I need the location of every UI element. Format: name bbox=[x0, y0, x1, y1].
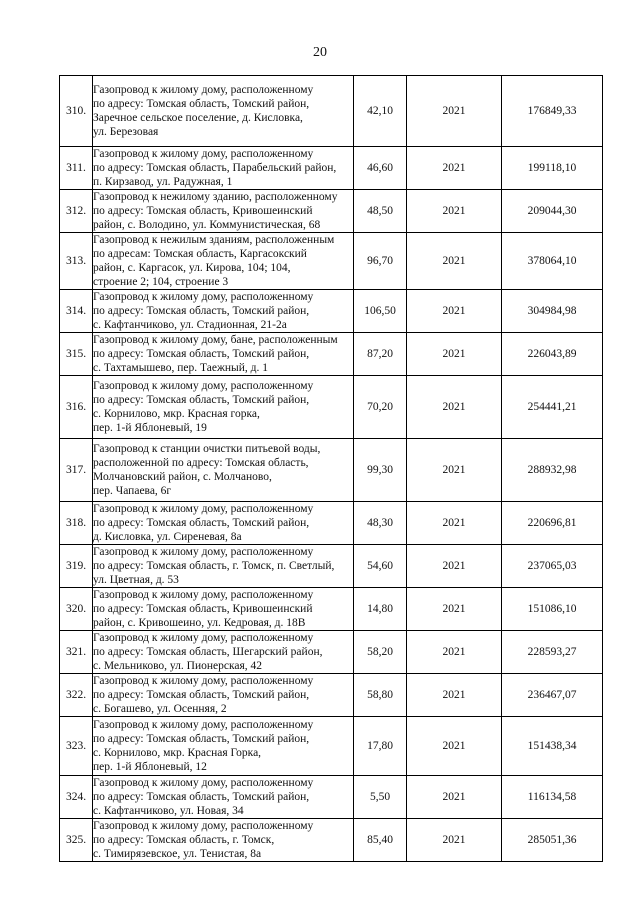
length-cell: 99,30 bbox=[354, 439, 407, 502]
year-cell: 2021 bbox=[407, 76, 502, 147]
cost-cell: 304984,98 bbox=[502, 290, 603, 333]
year-cell: 2021 bbox=[407, 776, 502, 819]
cost-cell: 151086,10 bbox=[502, 588, 603, 631]
table-row bbox=[60, 147, 603, 190]
object-description-cell: Газопровод к жилому дому, бане, расположенным по адресу: Томская область, Томский район, с. Тахтамышево, пер. Таежный, д. 1 bbox=[93, 333, 354, 376]
object-description-cell: Газопровод к нежилому зданию, расположенному по адресу: Томская область, Кривошеинский район, с. Володино, ул. Коммунистическая, 68 bbox=[93, 190, 354, 233]
length-cell: 96,70 bbox=[354, 233, 407, 290]
year-cell: 2021 bbox=[407, 190, 502, 233]
table-row bbox=[60, 631, 603, 674]
row-number-cell: 315. bbox=[60, 333, 93, 376]
cost-cell: 285051,36 bbox=[502, 819, 603, 862]
object-description-cell: Газопровод к жилому дому, расположенному по адресу: Томская область, г. Томск, п. Светлый, ул. Цветная, д. 53 bbox=[93, 545, 354, 588]
cost-cell: 378064,10 bbox=[502, 233, 603, 290]
table-row bbox=[60, 674, 603, 717]
cost-cell: 237065,03 bbox=[502, 545, 603, 588]
row-number-cell: 312. bbox=[60, 190, 93, 233]
length-cell: 85,40 bbox=[354, 819, 407, 862]
length-cell: 106,50 bbox=[354, 290, 407, 333]
length-cell: 87,20 bbox=[354, 333, 407, 376]
object-description-cell: Газопровод к жилому дому, расположенному по адресу: Томская область, Томский район, с. Корнилово, мкр. Красная горка, пер. 1-й Яблоневый, 19 bbox=[93, 376, 354, 439]
length-cell: 14,80 bbox=[354, 588, 407, 631]
cost-cell: 176849,33 bbox=[502, 76, 603, 147]
length-cell: 48,30 bbox=[354, 502, 407, 545]
table-body bbox=[60, 76, 603, 862]
object-description-cell: Газопровод к жилому дому, расположенному по адресу: Томская область, г. Томск, с. Тимирязевское, ул. Тенистая, 8а bbox=[93, 819, 354, 862]
year-cell: 2021 bbox=[407, 439, 502, 502]
gas-pipeline-table bbox=[59, 75, 603, 862]
table-row bbox=[60, 819, 603, 862]
year-cell: 2021 bbox=[407, 376, 502, 439]
row-number-cell: 313. bbox=[60, 233, 93, 290]
row-number-cell: 310. bbox=[60, 76, 93, 147]
object-description-cell: Газопровод к жилому дому, расположенному по адресу: Томская область, Кривошеинский район, с. Кривошеино, ул. Кедровая, д. 18В bbox=[93, 588, 354, 631]
object-description-cell: Газопровод к жилому дому, расположенному по адресу: Томская область, Томский район, с. Кафтанчиково, ул. Стадионная, 21-2а bbox=[93, 290, 354, 333]
object-description-cell: Газопровод к жилому дому, расположенному по адресу: Томская область, Парабельский район, п. Кирзавод, ул. Радужная, 1 bbox=[93, 147, 354, 190]
row-number-cell: 320. bbox=[60, 588, 93, 631]
row-number-cell: 317. bbox=[60, 439, 93, 502]
length-cell: 5,50 bbox=[354, 776, 407, 819]
table-row bbox=[60, 76, 603, 147]
cost-cell: 151438,34 bbox=[502, 717, 603, 776]
table-row bbox=[60, 588, 603, 631]
length-cell: 58,20 bbox=[354, 631, 407, 674]
object-description-cell: Газопровод к жилому дому, расположенному по адресу: Томская область, Томский район, д. Кисловка, ул. Сиреневая, 8а bbox=[93, 502, 354, 545]
page-number: 20 bbox=[313, 45, 327, 60]
object-description-cell: Газопровод к нежилым зданиям, расположенным по адресам: Томская область, Каргасокский район, с. Каргасок, ул. Кирова, 104; 104, строение 2; 104, строение 3 bbox=[93, 233, 354, 290]
year-cell: 2021 bbox=[407, 147, 502, 190]
object-description-cell: Газопровод к жилому дому, расположенному по адресу: Томская область, Томский район, с. Корнилово, мкр. Красная Горка, пер. 1-й Яблоневый, 12 bbox=[93, 717, 354, 776]
length-cell: 48,50 bbox=[354, 190, 407, 233]
row-number-cell: 319. bbox=[60, 545, 93, 588]
cost-cell: 199118,10 bbox=[502, 147, 603, 190]
row-number-cell: 311. bbox=[60, 147, 93, 190]
table-row bbox=[60, 190, 603, 233]
cost-cell: 209044,30 bbox=[502, 190, 603, 233]
table-row bbox=[60, 290, 603, 333]
table-row bbox=[60, 439, 603, 502]
row-number-cell: 314. bbox=[60, 290, 93, 333]
year-cell: 2021 bbox=[407, 631, 502, 674]
row-number-cell: 323. bbox=[60, 717, 93, 776]
length-cell: 46,60 bbox=[354, 147, 407, 190]
object-description-cell: Газопровод к жилому дому, расположенному по адресу: Томская область, Томский район, с. Кафтанчиково, ул. Новая, 34 bbox=[93, 776, 354, 819]
cost-cell: 220696,81 bbox=[502, 502, 603, 545]
year-cell: 2021 bbox=[407, 545, 502, 588]
object-description-cell: Газопровод к жилому дому, расположенному по адресу: Томская область, Томский район, Заречное сельское поселение, д. Кисловка, ул. Березовая bbox=[93, 76, 354, 147]
row-number-cell: 324. bbox=[60, 776, 93, 819]
length-cell: 54,60 bbox=[354, 545, 407, 588]
table-row bbox=[60, 233, 603, 290]
year-cell: 2021 bbox=[407, 588, 502, 631]
year-cell: 2021 bbox=[407, 502, 502, 545]
length-cell: 70,20 bbox=[354, 376, 407, 439]
table-row bbox=[60, 376, 603, 439]
row-number-cell: 321. bbox=[60, 631, 93, 674]
length-cell: 17,80 bbox=[354, 717, 407, 776]
year-cell: 2021 bbox=[407, 717, 502, 776]
table-row bbox=[60, 776, 603, 819]
row-number-cell: 316. bbox=[60, 376, 93, 439]
table-row bbox=[60, 545, 603, 588]
cost-cell: 226043,89 bbox=[502, 333, 603, 376]
length-cell: 42,10 bbox=[354, 76, 407, 147]
table-row bbox=[60, 717, 603, 776]
row-number-cell: 322. bbox=[60, 674, 93, 717]
cost-cell: 228593,27 bbox=[502, 631, 603, 674]
object-description-cell: Газопровод к жилому дому, расположенному по адресу: Томская область, Томский район, с. Богашево, ул. Осенняя, 2 bbox=[93, 674, 354, 717]
cost-cell: 116134,58 bbox=[502, 776, 603, 819]
year-cell: 2021 bbox=[407, 333, 502, 376]
cost-cell: 236467,07 bbox=[502, 674, 603, 717]
cost-cell: 254441,21 bbox=[502, 376, 603, 439]
object-description-cell: Газопровод к жилому дому, расположенному по адресу: Томская область, Шегарский район, с. Мельниково, ул. Пионерская, 42 bbox=[93, 631, 354, 674]
year-cell: 2021 bbox=[407, 819, 502, 862]
cost-cell: 288932,98 bbox=[502, 439, 603, 502]
table-row bbox=[60, 502, 603, 545]
year-cell: 2021 bbox=[407, 290, 502, 333]
object-description-cell: Газопровод к станции очистки питьевой воды, расположенной по адресу: Томская область, Молчановский район, с. Молчаново, пер. Чапаева, 6г bbox=[93, 439, 354, 502]
length-cell: 58,80 bbox=[354, 674, 407, 717]
table-row bbox=[60, 333, 603, 376]
year-cell: 2021 bbox=[407, 674, 502, 717]
row-number-cell: 325. bbox=[60, 819, 93, 862]
row-number-cell: 318. bbox=[60, 502, 93, 545]
year-cell: 2021 bbox=[407, 233, 502, 290]
